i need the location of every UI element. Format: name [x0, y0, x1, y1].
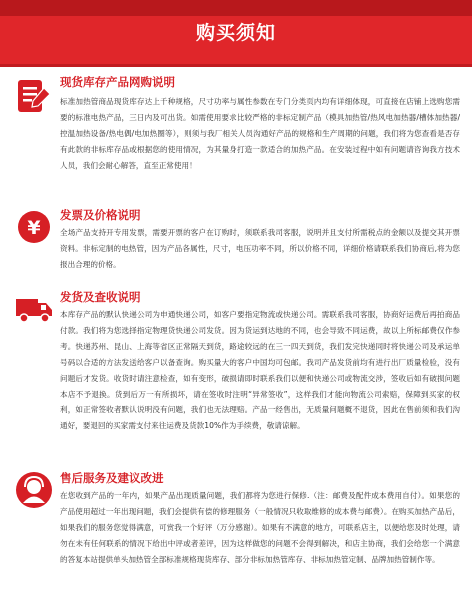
section-title: 发货及查收说明 — [60, 290, 141, 304]
customer-service-icon — [14, 470, 54, 510]
section-body: 在您收到产品的一年内，如果产品出现质量问题，我们都将为您进行保修.（注：邮费及配件成本费用自付）。如果您的产品使用超过一年出现问题，我们会提供有偿的修理服务（一般情况只收取维修的成本费与邮费）。在购买加热产品后，如果我们的服务您觉得满意，可赏我一个好评（万分感谢）。如果有不满意的地方，可联系店主，以便给您及时处理，请勿在未有任何联系的情况下给出中评或者差评，因为这样做您的问题不会得到解决，和店主协商，我们会给您一个满意的答复本站提供单头加热管全部标准规格现货库存、部分非标加热管库存、非标加热管定制、品牌加热管制作等。 — [60, 491, 460, 564]
svg-text:¥: ¥ — [27, 217, 41, 239]
form-list-icon — [14, 76, 54, 116]
section-title: 现货库存产品网购说明 — [60, 75, 175, 89]
delivery-truck-icon — [14, 289, 54, 329]
section-body: 全场产品支持开专用发票，需要开票的客户在订购时，须联系我司客服，说明并且支付所需税点的金额以及提交其开票资料。非标定制的电热管，因为产品各属性，尺寸，电压功率不同，所以价格不同，详细价格请联系我们协商后,将为您报出合理的价格。 — [60, 228, 460, 269]
page-title: 购买须知 — [195, 22, 276, 44]
section-invoice-price — [0, 205, 472, 275]
section-shipping-receipt — [0, 287, 472, 462]
section-title: 发票及价格说明 — [60, 208, 141, 222]
section-body: 本库存产品的默认快递公司为申通快递公司，如客户要指定物流或快递公司。需联系我司客服，协商好运费后再拍商品付款。我们将为您选择指定物理货快递公司发货。因为货运到达地的不同，也会导致不同运费，故以上所标邮费仅作参考。快递苏州、昆山、上海等省区正常隔天到货，路途较远的在三一四天到货，我们发完快递同时将快递公司及承运单号码以合适的方法发送给客户以备查询。购买量大的客户中国均可包邮。我司产品发货前均有进行出厂质量检验，没有问题后才发货。收货时请注意检查，如有变形，破损请即时联系我们以便和快递公司或物流交涉，签收后如有破损问题本店不予退换。货到后万一有所损坏，请在签收时注明“异常签收”，这样我们才能向物流公司索赔，保障到买家的权利，如正常签收者默认说明没有问题，我们也无法理赔。产品一经售出，无质量问题概不退货，因此在售前须和我们沟通好，要退回的买家需支付来往运费及货款10%作为手续费，敬请谅解。 — [60, 310, 460, 431]
banner-top-strip — [0, 0, 472, 16]
section-online-purchase — [0, 70, 472, 195]
header-banner — [0, 0, 472, 67]
section-title: 售后服务及建议改进 — [60, 471, 164, 485]
section-after-sales — [0, 472, 472, 597]
yen-coin-icon — [14, 207, 54, 247]
section-body: 标准加热管商品现货库存达上千种规格，尺寸功率与属性参数在专门分类页内均有详细体现，可直接在店铺上选购您需要的标准电热产品，三日内及可出货。如需使用要求比较严格的非标定制产品（模具加热管/热风电加热器/槽体加热器/控温加热设备/热电偶/电加热圈等），则须与我厂相关人员沟通好产品的规格和生产周期的问题，我们将为您查看是否存有此款的非标库存品或根据您的使用情况，为其量身打造一款适合的加热产品。在安装过程中如有问题请咨询我方技术人员，我们会耐心解答，直至正常使用！ — [60, 97, 460, 170]
